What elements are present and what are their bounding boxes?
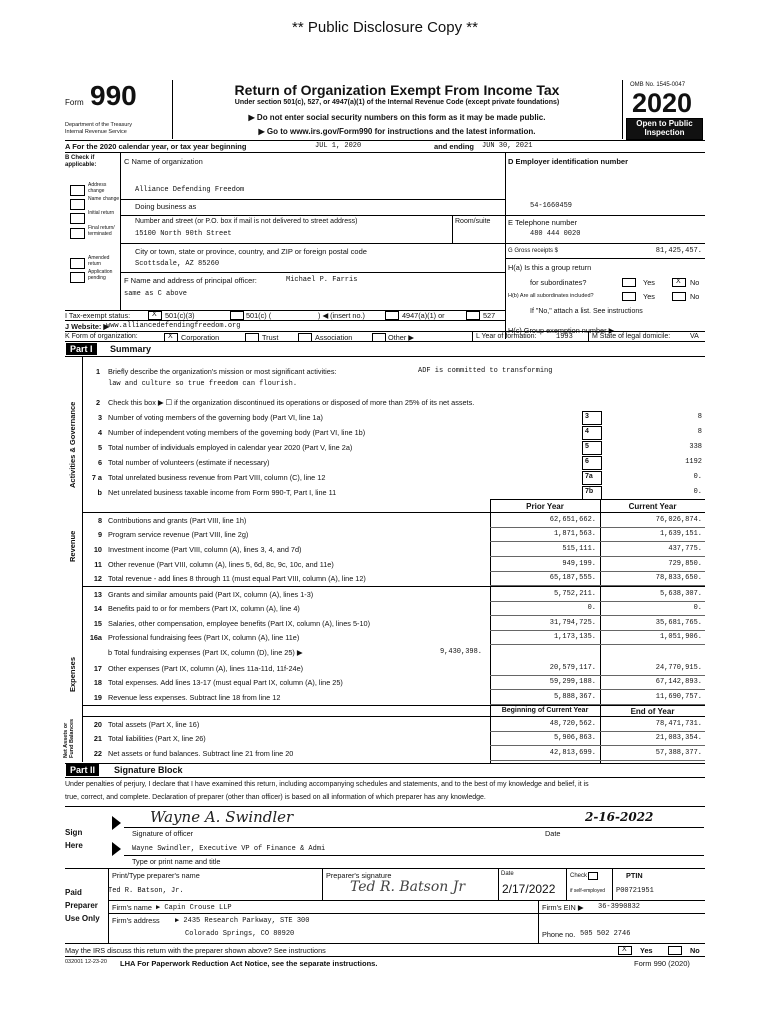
exp2-current-value: 11,690,757. bbox=[655, 693, 702, 701]
type-name-label: Type or print name and title bbox=[132, 857, 221, 866]
gross-receipts: 81,425,457. bbox=[655, 247, 702, 255]
b-checkbox-0[interactable] bbox=[70, 185, 85, 196]
firm-address-1: ▶ 2435 Research Parkway, STE 300 bbox=[175, 917, 310, 925]
rev-line-text: Investment income (Part VIII, column (A), lines 3, 4, and 7d) bbox=[108, 545, 302, 554]
exp-prior-value: 31,794,725. bbox=[549, 619, 596, 627]
discuss-no-label: No bbox=[690, 946, 700, 955]
exp-current-value: 0. bbox=[693, 604, 702, 612]
rev-prior-value: 515,111. bbox=[562, 545, 596, 553]
firm-ein-label: Firm's EIN ▶ bbox=[542, 903, 584, 912]
goto-link[interactable]: ▶ Go to www.irs.gov/Form990 for instructions and the latest information. bbox=[258, 127, 536, 136]
hb-label: H(b) Are all subordinates included? bbox=[508, 293, 594, 299]
rev-prior-value: 1,871,563. bbox=[553, 530, 596, 538]
k-label: K Form of organization: bbox=[65, 333, 138, 340]
row-rule bbox=[490, 541, 705, 542]
line1-mission: ADF is committed to transforming bbox=[418, 367, 553, 375]
gov-line-number: 3 bbox=[97, 413, 102, 422]
gov-line-box-label: 4 bbox=[585, 428, 589, 435]
rev-current-value: 78,833,650. bbox=[655, 574, 702, 582]
g-label: G Gross receipts $ bbox=[508, 248, 559, 254]
exp2-line-text: Other expenses (Part IX, column (A), lines 11a-11d, 11f-24e) bbox=[108, 664, 304, 673]
self-employed-checkbox[interactable] bbox=[588, 872, 598, 880]
discuss-yes-mark: X bbox=[622, 946, 627, 953]
rev-line-text: Program service revenue (Part VIII, line 2g) bbox=[108, 530, 249, 539]
hb-no-checkbox[interactable] bbox=[672, 292, 686, 301]
i-label: I Tax-exempt status: bbox=[65, 311, 131, 320]
dept-treasury: Department of the Treasury bbox=[65, 122, 132, 128]
i-501c-label: 501(c) ( bbox=[246, 311, 272, 320]
firm-name-label: Firm's name bbox=[112, 903, 152, 912]
gov-line-value: 1192 bbox=[685, 458, 702, 466]
line16b-value: 9,430,398. bbox=[439, 648, 482, 656]
row-rule bbox=[490, 760, 705, 761]
b-item-label: Initial return bbox=[88, 210, 115, 216]
exp-prior-value: 5,752,211. bbox=[553, 590, 596, 598]
net-prior-value: 42,813,699. bbox=[549, 749, 596, 757]
city-label: City or town, state or province, country, and ZIP or foreign postal code bbox=[135, 247, 367, 256]
rev-prior-value: 62,651,662. bbox=[549, 516, 596, 524]
rev-line-text: Other revenue (Part VIII, column (A), lines 5, 6d, 8c, 9c, 10c, and 11e) bbox=[108, 560, 334, 569]
preparer-date: 2/17/2022 bbox=[502, 882, 556, 896]
net-prior-value: 48,720,562. bbox=[549, 720, 596, 728]
street-label: Number and street (or P.O. box if mail is not delivered to street address) bbox=[135, 218, 358, 225]
hb-yes-label: Yes bbox=[643, 292, 655, 301]
l-year: 1993 bbox=[556, 333, 573, 341]
discuss-yes-checkbox[interactable] bbox=[618, 946, 632, 955]
irs-label: Internal Revenue Service bbox=[65, 129, 127, 135]
d-label: D Employer identification number bbox=[508, 157, 629, 166]
street-address: 15100 North 90th Street bbox=[135, 230, 232, 238]
rev-current-value: 437,775. bbox=[668, 545, 702, 553]
net-line-number: 21 bbox=[93, 734, 102, 743]
ptin-label: PTIN bbox=[626, 871, 643, 880]
line2-text: Check this box ▶ ☐ if the organization discontinued its operations or disposed of more than 25% of its net assets. bbox=[108, 398, 475, 407]
part1-title: Summary bbox=[110, 344, 152, 354]
form-subtitle: Under section 501(c), 527, or 4947(a)(1) of the Internal Revenue Code (except private foundations) bbox=[234, 99, 560, 106]
rev-current-value: 76,026,874. bbox=[655, 516, 702, 524]
row-rule bbox=[490, 601, 705, 602]
perjury-text: Under penalties of perjury, I declare that I have examined this return, including accompanying schedules and statements, and to the best of my knowledge and belief, it is bbox=[65, 781, 589, 788]
exp2-prior-value: 5,888,367. bbox=[553, 693, 596, 701]
room-label: Room/suite bbox=[455, 218, 491, 225]
rev-line-number: 11 bbox=[94, 560, 102, 569]
row-rule bbox=[490, 527, 705, 528]
rev-line-number: 12 bbox=[93, 574, 102, 583]
exp2-line-text: Total expenses. Add lines 13-17 (must equal Part IX, column (A), line 25) bbox=[108, 678, 343, 687]
gov-line-number: b bbox=[97, 488, 102, 497]
discuss-yes-label: Yes bbox=[640, 946, 653, 955]
net-prior-value: 5,906,863. bbox=[553, 734, 596, 742]
gov-line-text: Total number of volunteers (estimate if necessary) bbox=[108, 458, 270, 467]
exp-prior-value: 0. bbox=[587, 604, 596, 612]
hb-yes-checkbox[interactable] bbox=[622, 292, 636, 301]
exp-line-number: 16a bbox=[89, 633, 102, 642]
side-label-revenue: Revenue bbox=[68, 530, 77, 562]
net-line-text: Total assets (Part X, line 16) bbox=[108, 720, 200, 729]
firm-name: ▶ Capin Crouse LLP bbox=[156, 904, 232, 912]
discuss-question: May the IRS discuss this return with the preparer shown above? See instructions bbox=[65, 946, 326, 955]
gov-line-text: Number of independent voting members of the governing body (Part VI, line 1b) bbox=[108, 428, 366, 437]
disclosure-heading: ** Public Disclosure Copy ** bbox=[292, 19, 478, 36]
gov-line-box-label: 3 bbox=[585, 413, 589, 420]
row-rule bbox=[490, 745, 705, 746]
b-checkbox-5[interactable] bbox=[70, 272, 85, 283]
gov-line-box-label: 6 bbox=[585, 458, 589, 465]
ha-no-checkbox[interactable] bbox=[672, 278, 686, 287]
gov-line-number: 7 a bbox=[91, 473, 102, 482]
ha-no-label: No bbox=[690, 278, 700, 287]
tax-year: 2020 bbox=[632, 88, 693, 118]
gov-line-value: 0. bbox=[693, 488, 702, 496]
gov-line-text: Net unrelated business taxable income from Form 990-T, Part I, line 11 bbox=[108, 488, 337, 497]
discuss-no-checkbox[interactable] bbox=[668, 946, 682, 955]
exp-line-number: 14 bbox=[93, 604, 102, 613]
section-b-label: B Check if applicable: bbox=[65, 155, 97, 168]
i-527-label: 527 bbox=[483, 311, 496, 320]
officer-signature: Wayne A. Swindler bbox=[150, 808, 294, 826]
firm-phone-label: Phone no. bbox=[542, 930, 576, 939]
ha-no-mark: X bbox=[676, 278, 681, 285]
ha-sub-label: for subordinates? bbox=[530, 278, 587, 287]
gov-line-number: 5 bbox=[97, 443, 102, 452]
exp2-prior-value: 20,579,117. bbox=[549, 664, 596, 672]
ha-yes-label: Yes bbox=[643, 278, 655, 287]
gov-line-value: 8 bbox=[697, 413, 702, 421]
i-501c-checkbox[interactable] bbox=[230, 311, 244, 320]
rev-prior-value: 949,199. bbox=[562, 560, 596, 568]
rev-line-number: 8 bbox=[97, 516, 102, 525]
ssn-warning: ▶ Do not enter social security numbers on this form as it may be made public. bbox=[248, 113, 546, 122]
net-current-value: 21,083,354. bbox=[655, 734, 702, 742]
firm-phone: 505 502 2746 bbox=[580, 930, 631, 938]
net-current-value: 57,388,377. bbox=[655, 749, 702, 757]
exp2-line-number: 17 bbox=[93, 664, 102, 673]
officer-label: F Name and address of principal officer: bbox=[124, 276, 257, 285]
line-a-label: A For the 2020 calendar year, or tax year beginning bbox=[65, 142, 247, 151]
exp2-current-value: 67,142,893. bbox=[655, 678, 702, 686]
exp-line-text: Professional fundraising fees (Part IX, column (A), line 11e) bbox=[108, 633, 300, 642]
b-checkbox-2[interactable] bbox=[70, 213, 85, 224]
gov-line-box-label: 7a bbox=[585, 473, 593, 480]
row-rule bbox=[490, 644, 705, 645]
ha-label: H(a) Is this a group return bbox=[508, 263, 592, 272]
paid-label: Paid bbox=[65, 888, 82, 897]
exp-current-value: 1,051,906. bbox=[659, 633, 702, 641]
l-label: L Year of formation: bbox=[476, 333, 537, 340]
preparer-label: Preparer bbox=[65, 901, 98, 910]
gov-line-text: Total unrelated business revenue from Part VIII, column (C), line 12 bbox=[108, 473, 326, 482]
sig-officer-label: Signature of officer bbox=[132, 829, 194, 838]
i-501c3-label: 501(c)(3) bbox=[165, 311, 195, 320]
side-label-governance: Activities & Governance bbox=[68, 401, 77, 488]
ha-yes-checkbox[interactable] bbox=[622, 278, 636, 287]
net-line-text: Total liabilities (Part X, line 26) bbox=[108, 734, 206, 743]
tax-year-begin: JUL 1, 2020 bbox=[315, 142, 362, 150]
rev-line-number: 10 bbox=[93, 545, 102, 554]
row-rule bbox=[490, 615, 705, 616]
k-other-label: Other ▶ bbox=[388, 333, 414, 342]
hb-note: If "No," attach a list. See instructions bbox=[530, 308, 643, 315]
officer-name: Michael P. Farris bbox=[286, 276, 358, 284]
current-year-header: Current Year bbox=[628, 502, 677, 511]
exp-line-text: Grants and similar amounts paid (Part IX, column (A), lines 1-3) bbox=[108, 590, 314, 599]
form-page: ** Public Disclosure Copy ** Form 990 Department of the Treasury Internal Revenue Service Return of Organization Exempt From Income Tax Under section 501(c), 527, or 4947(a)(1) of the Internal Revenue Code (except private foundations) ▶ Do not enter social security numbers on this form as it may be made public. ▶ Go to www.irs.gov/Form990 for instructions and the latest information. OMB No. 1545-0047 2020 Open to Public Inspection A For the 2020 calendar year, or tax year beginning JUL 1, 2020 and ending JUN 30, 2021 B Check if applicable: Address change Name change Initial return Final return/ terminated Amended return Application pending C Name of organization Alliance Defending Freedom Doing business as Number and street (or P.O. box if mail is not delivered to street address) Room/suite 15100 North 90th Street City or town, state or province, country, and ZIP or foreign postal code Scottsdale, AZ 85260 F Name and address of principal officer: Michael P. Farris same as C above D Employer identification number 54-1660459 E Telephone number 480 444 0020 G Gross receipts $ 81,425,457. H(a) Is this a group return for subordinates? Yes X No H(b) Are all subordinates included? Yes No If "No," attach a list. See instructions H(c) Group exemption number ▶ I Tax-exempt status: X 501(c)(3) 501(c) ( ) ◀ (insert no.) 4947(a)(1) or 527 J Website: ▶ www.alliancedefendingfreedom.org K Form of organization: X Corporation Trust Association Other ▶ L Year of formation: 1993 M State of legal domicile: VA Part I Summary Activities & Governance Revenue Expenses Net Assets or Fund Balances 1 Briefly describe the organization's mission or most significant activities: ADF is committed to transforming law and culture so true freedom can flourish. 2 Check this box ▶ ☐ if the organization discontinued its operations or disposed of more than 25% of its net assets. 3 Number of voting members of the governing body (Part VI, line 1a) 3 8 4 Number of independent voting members of the governing body (Part VI, line 1b) 4 8 5 Total number of individuals employed in calendar year 2020 (Part V, line 2a) 5 338 6 Total number of volunteers (estimate if necessary) 6 1192 7 a Total unrelated business revenue from Part VIII, column (C), line 12 7a 0. b Net unrelated business taxable income from Form 990-T, Part I, line 11 7b 0. Prior Year Current Year 8 Contributions and grants (Part VIII, line 1h) 62,651,662. 76,026,874. 9 Program service revenue (Part VIII, line 2g) 1,871,563. 1,639,151. 10 Investment income (Part VIII, column (A), lines 3, 4, and 7d) 515,111. 437,775. 11 Other revenue (Part VIII, column (A), lines 5, 6d, 8c, 9c, 10c, and 11e) 949,199. 729,850. 12 Total revenue - add lines 8 through 11 (must equal Part VIII, column (A), line 12) 65,187,555. 78,833,650. 13 Grants and similar amounts paid (Part IX, column (A), lines 1-3) 5,752,211. 5,638,307. 14 Benefits paid to or for members (Part IX, column (A), line 4) 0. 0. 15 Salaries, other compensation, employee benefits (Part IX, column (A), lines 5-10) 31,794,725. 35,681,765. 16a Professional fundraising fees (Part IX, column (A), line 11e) 1,173,135. 1,051,906. b Total fundraising expenses (Part IX, column (D), line 25) ▶ 9,430,398. 17 Other expenses (Part IX, column (A), lines 11a-11d, 11f-24e) 20,579,117. 24,770,915. 18 Total expenses. Add lines 13-17 (must equal Part IX, column (A), line 25) 59,299,188. 67,142,893. 19 Revenue less expenses. Subtract line 18 from line 12 5,888,367. 11,690,757. Beginning of Current Year End of Year 20 Total assets (Part X, line 16) 48,720,562. 78,471,731. 21 Total liabilities (Part X, line 26) 5,906,863. 21,083,354. 22 Net assets or fund balances. Subtract line 21 from line 20 42,813,699. 57,388,377. Part II Signature Block Under penalties of perjury, I declare that I have examined this return, including accompanying schedules and statements, and to the best of my knowledge and belief, it is true, correct, and complete. Declaration of preparer (other than officer) is based on all information of which preparer has any knowledge. Sign Here Wayne A. Swindler Signature of officer 2-16-2022 Date Wayne Swindler, Executive VP of Finance & Admi Type or print name and title Paid Preparer Use Only Print/Type preparer's name Preparer's signature Date Check if self-employed PTIN Ted R. Batson, Jr. Ted R. Batson Jr 2/17/2022 P00721951 Firm's name ▶ Capin Crouse LLP Firm's EIN ▶ 36-3990832 Firm's address ▶ 2435 Research Parkway, STE 300 Colorado Springs, CO 80920 Phone no. 505 502 2746 May the IRS discuss this return with the preparer shown above? See instructions X Yes No 032001 12-23-20 LHA For Paperwork Reduction Act Notice, see the separate instructions. Form 990 (2020) bbox=[0, 0, 770, 1024]
exp2-prior-value: 59,299,188. bbox=[549, 678, 596, 686]
if-self-employed-label: if self-employed bbox=[570, 888, 606, 894]
open-to-public: Open to Public bbox=[636, 119, 693, 128]
preparer-signature: Ted R. Batson Jr bbox=[350, 879, 466, 895]
row-rule bbox=[490, 731, 705, 732]
b-item-label: Amended return bbox=[88, 255, 110, 267]
line16b-text: b Total fundraising expenses (Part IX, column (D), line 25) ▶ bbox=[108, 648, 303, 657]
j-label: J Website: ▶ bbox=[65, 322, 109, 331]
c-label: C Name of organization bbox=[124, 157, 203, 166]
rev-prior-value: 65,187,555. bbox=[549, 574, 596, 582]
sign-arrow-icon bbox=[112, 816, 121, 830]
row-rule bbox=[490, 556, 705, 557]
b-checkbox-3[interactable] bbox=[70, 228, 85, 239]
gov-line-box-label: 7b bbox=[585, 488, 594, 495]
firm-ein: 36-3990832 bbox=[598, 903, 641, 911]
form-number: 990 bbox=[90, 80, 137, 111]
gov-line-text: Total number of individuals employed in calendar year 2020 (Part V, line 2a) bbox=[108, 443, 353, 452]
i-4947-label: 4947(a)(1) or bbox=[402, 311, 445, 320]
here-label: Here bbox=[65, 841, 83, 850]
use-only-label: Use Only bbox=[65, 914, 100, 923]
i-527-checkbox[interactable] bbox=[466, 311, 480, 320]
gov-line-number: 6 bbox=[97, 458, 102, 467]
k-trust-label: Trust bbox=[262, 333, 279, 342]
part2-title: Signature Block bbox=[114, 765, 183, 775]
phone-value: 480 444 0020 bbox=[530, 230, 581, 238]
side-label-net-assets: Net Assets or Fund Balances bbox=[63, 718, 75, 758]
prep-date-label: Date bbox=[501, 871, 514, 877]
preparer-name: Ted R. Batson, Jr. bbox=[108, 887, 184, 895]
line1-mission-cont: law and culture so true freedom can flourish. bbox=[108, 380, 298, 388]
k-corp-mark: X bbox=[168, 333, 173, 340]
side-label-expenses: Expenses bbox=[68, 656, 77, 692]
m-state: VA bbox=[690, 333, 699, 340]
part1-label: Part I bbox=[66, 343, 97, 355]
b-item-label: Final return/ terminated bbox=[88, 225, 115, 237]
sig-date-label: Date bbox=[545, 829, 561, 838]
preparer-ptin: P00721951 bbox=[616, 887, 654, 895]
prep-name-label: Print/Type preparer's name bbox=[112, 871, 200, 880]
website-value[interactable]: www.alliancedefendingfreedom.org bbox=[106, 322, 241, 330]
tax-year-end: JUN 30, 2021 bbox=[482, 142, 533, 150]
perjury-text-2: true, correct, and complete. Declaration of preparer (other than officer) is based on all information of which preparer has any knowledge. bbox=[65, 794, 486, 801]
boy-header: Beginning of Current Year bbox=[501, 707, 589, 714]
form-code: 032001 12-23-20 bbox=[65, 959, 107, 965]
row-rule bbox=[490, 689, 705, 690]
b-item-label: Name change bbox=[88, 196, 120, 202]
prep-sig-label: Preparer's signature bbox=[326, 871, 392, 880]
m-label: M State of legal domicile: bbox=[592, 333, 671, 340]
gov-line-value: 8 bbox=[697, 428, 702, 436]
gov-line-value: 338 bbox=[689, 443, 702, 451]
part2-label: Part II bbox=[66, 764, 99, 776]
net-line-number: 20 bbox=[93, 720, 102, 729]
form-footer-label: Form 990 (2020) bbox=[634, 959, 690, 968]
form-title: Return of Organization Exempt From Income Tax bbox=[234, 82, 560, 98]
officer-address: same as C above bbox=[124, 290, 188, 298]
lha-notice: LHA For Paperwork Reduction Act Notice, see the separate instructions. bbox=[120, 959, 378, 968]
b-checkbox-1[interactable] bbox=[70, 199, 85, 210]
rev-line-number: 9 bbox=[97, 530, 102, 539]
exp-line-number: 15 bbox=[93, 619, 102, 628]
k-assoc-label: Association bbox=[315, 333, 353, 342]
rev-current-value: 729,850. bbox=[668, 560, 702, 568]
exp2-line-number: 18 bbox=[93, 678, 102, 687]
line1-label: Briefly describe the organization's mission or most significant activities: bbox=[108, 367, 337, 376]
firm-address-label: Firm's address bbox=[112, 916, 160, 925]
i-insert-label: ) ◀ (insert no.) bbox=[318, 311, 365, 320]
exp-line-text: Salaries, other compensation, employee benefits (Part IX, column (A), lines 5-10) bbox=[108, 619, 371, 628]
exp-prior-value: 1,173,135. bbox=[553, 633, 596, 641]
sign-arrow-icon-2 bbox=[112, 842, 121, 856]
officer-name-title: Wayne Swindler, Executive VP of Finance & Admi bbox=[132, 845, 326, 853]
rev-line-text: Contributions and grants (Part VIII, line 1h) bbox=[108, 516, 247, 525]
i-501c3-mark: X bbox=[152, 311, 157, 318]
i-4947-checkbox[interactable] bbox=[385, 311, 399, 320]
row-rule bbox=[490, 630, 705, 631]
dba-label: Doing business as bbox=[135, 202, 197, 211]
row-rule bbox=[490, 571, 705, 572]
e-label: E Telephone number bbox=[508, 218, 578, 227]
exp2-line-number: 19 bbox=[93, 693, 102, 702]
exp-line-text: Benefits paid to or for members (Part IX, column (A), line 4) bbox=[108, 604, 300, 613]
k-corp-label: Corporation bbox=[181, 333, 220, 342]
exp-line-number: 13 bbox=[93, 590, 102, 599]
b-item-label: Address change bbox=[88, 182, 107, 194]
inspection-label: Inspection bbox=[644, 128, 685, 137]
b-checkbox-4[interactable] bbox=[70, 258, 85, 269]
prep-check-label: Check bbox=[570, 873, 588, 879]
prior-year-header: Prior Year bbox=[526, 502, 564, 511]
sig-date-value: 2-16-2022 bbox=[585, 810, 654, 824]
omb-number: OMB No. 1545-0047 bbox=[630, 82, 686, 88]
hb-no-label: No bbox=[690, 292, 700, 301]
net-line-text: Net assets or fund balances. Subtract line 21 from line 20 bbox=[108, 749, 294, 758]
rev-line-text: Total revenue - add lines 8 through 11 (must equal Part VIII, column (A), line 12) bbox=[108, 574, 366, 583]
net-current-value: 78,471,731. bbox=[655, 720, 702, 728]
gov-line-number: 4 bbox=[97, 428, 102, 437]
form-word: Form bbox=[65, 98, 84, 107]
ein-value: 54-1660459 bbox=[530, 202, 573, 210]
exp2-current-value: 24,770,915. bbox=[655, 664, 702, 672]
exp-current-value: 35,681,765. bbox=[655, 619, 702, 627]
b-item-label: Application pending bbox=[88, 269, 113, 281]
firm-address-2: Colorado Springs, CO 80920 bbox=[185, 930, 295, 938]
exp2-line-text: Revenue less expenses. Subtract line 18 from line 12 bbox=[108, 693, 281, 702]
i-501c3-checkbox[interactable] bbox=[148, 311, 162, 320]
gov-line-box-label: 5 bbox=[585, 443, 589, 450]
rev-current-value: 1,639,151. bbox=[659, 530, 702, 538]
and-ending-label: and ending bbox=[434, 142, 474, 151]
exp-current-value: 5,638,307. bbox=[659, 590, 702, 598]
row-rule bbox=[490, 675, 705, 676]
org-name: Alliance Defending Freedom bbox=[135, 186, 245, 194]
net-line-number: 22 bbox=[93, 749, 102, 758]
gov-line-value: 0. bbox=[693, 473, 702, 481]
hc-label: H(c) Group exemption number ▶ bbox=[508, 326, 615, 335]
gov-line-text: Number of voting members of the governing body (Part VI, line 1a) bbox=[108, 413, 323, 422]
sign-label: Sign bbox=[65, 828, 83, 837]
eoy-header: End of Year bbox=[630, 707, 675, 716]
city-address: Scottsdale, AZ 85260 bbox=[135, 260, 220, 268]
